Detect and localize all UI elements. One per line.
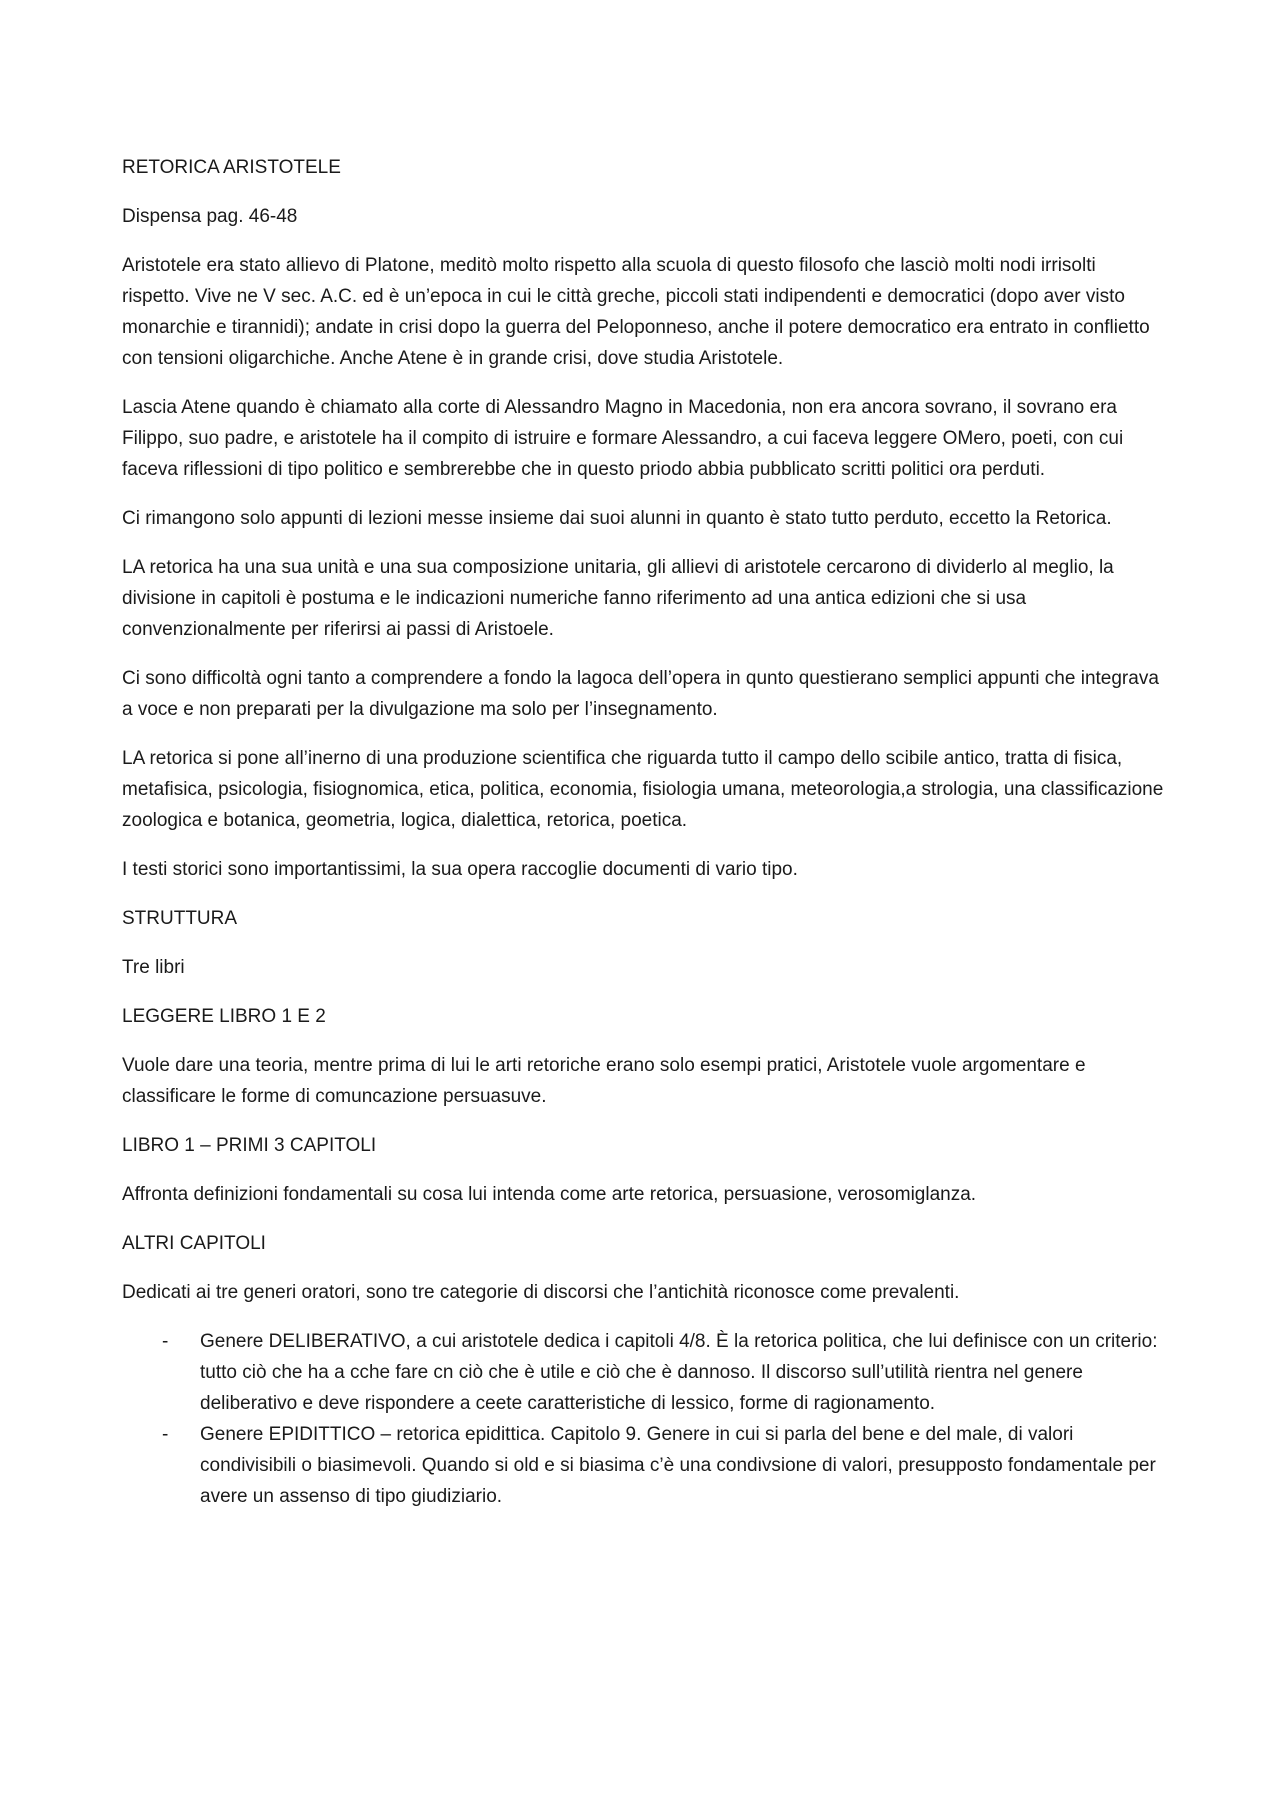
document-body	[122, 152, 1167, 1512]
bullet-list	[122, 1326, 1167, 1512]
paragraph-unita: LA retorica ha una sua unità e una sua composizione unitaria, gli allievi di aristotele cercarono di dividerlo al meglio, la divisione in capitoli è postuma e le indicazioni numeriche fanno riferimento ad una antica edizioni che si usa convenzionalmente per riferirsi ai passi di Aristoele.	[122, 557, 1114, 640]
paragraph-intro: Aristotele era stato allievo di Platone, meditò molto rispetto alla scuola di questo filosofo che lasciò molti nodi irrisolti rispetto. Vive ne V sec. A.C. ed è un’epoca in cui le città greche, piccoli stati indipendenti e democratici (dopo aver visto monarchie e tirannidi); andate in crisi dopo la guerra del Peloponneso, anche il potere democratico era entrato in conflietto con tensioni oligarchiche. Anche Atene è in grande crisi, dove studia Aristotele.	[122, 255, 1150, 369]
list-item	[122, 1419, 1167, 1512]
paragraph-teoria: Vuole dare una teoria, mentre prima di lui le arti retoriche erano solo esempi pratici, Aristotele vuole argomentare e classificare le forme di comuncazione persuasuve.	[122, 1055, 1086, 1107]
heading-struttura: STRUTTURA	[122, 908, 238, 929]
paragraph-testi-storici: I testi storici sono importantissimi, la sua opera raccoglie documenti di vario tipo.	[122, 859, 798, 880]
list-item	[122, 1326, 1167, 1419]
heading-altri-capitoli: ALTRI CAPITOLI	[122, 1233, 266, 1254]
bullet-marker: -	[162, 1424, 169, 1445]
heading-leggere: LEGGERE LIBRO 1 E 2	[122, 1006, 326, 1027]
paragraph-produzione: LA retorica si pone all’inerno di una produzione scientifica che riguarda tutto il campo dello scibile antico, tratta di fisica, metafisica, psicologia, fisiognomica, etica, politica, economia, fisiologia umana, meteorologia,a strologia, una classificazione zoologica e botanica, geometria, logica, dialettica, retorica, poetica.	[122, 748, 1164, 831]
paragraph-appunti: Ci rimangono solo appunti di lezioni messe insieme dai suoi alunni in quanto è stato tutto perduto, eccetto la Retorica.	[122, 508, 1112, 529]
document-subtitle: Dispensa pag. 46-48	[122, 206, 298, 227]
paragraph-libro1: Affronta definizioni fondamentali su cosa lui intenda come arte retorica, persuasione, verosomiglanza.	[122, 1184, 977, 1205]
text-tre-libri: Tre libri	[122, 957, 185, 978]
document-title: RETORICA ARISTOTELE	[122, 157, 341, 178]
paragraph-difficolta: Ci sono difficoltà ogni tanto a comprendere a fondo la lagoca dell’opera in qunto questierano semplici appunti che integrava a voce e non preparati per la divulgazione ma solo per l’insegnamento.	[122, 668, 1159, 720]
list-item-text: Genere DELIBERATIVO, a cui aristotele dedica i capitoli 4/8. È la retorica politica, che lui definisce con un criterio: tutto ciò che ha a cche fare cn ciò che è utile e ciò che è dannoso. Il discorso sull’utilità rientra nel genere deliberativo e deve rispondere a ceete caratteristiche di lessico, forme di ragionamento.	[200, 1331, 1158, 1414]
list-item-text: Genere EPIDITTICO – retorica epidittica. Capitolo 9. Genere in cui si parla del bene e del male, di valori condivisibili o biasimevoli. Quando si old e si biasima c’è una condivsione di valori, presupposto fondamentale per avere un assenso di tipo giudiziario.	[200, 1424, 1156, 1507]
paragraph-altri-capitoli: Dedicati ai tre generi oratori, sono tre categorie di discorsi che l’antichità riconosce come prevalenti.	[122, 1282, 960, 1303]
paragraph-macedonia: Lascia Atene quando è chiamato alla corte di Alessandro Magno in Macedonia, non era ancora sovrano, il sovrano era Filippo, suo padre, e aristotele ha il compito di istruire e formare Alessandro, a cui faceva leggere OMero, poeti, con cui faceva riflessioni di tipo politico e sembrerebbe che in questo priodo abbia pubblicato scritti politici ora perduti.	[122, 397, 1124, 480]
heading-libro1: LIBRO 1 – PRIMI 3 CAPITOLI	[122, 1135, 377, 1156]
bullet-marker: -	[162, 1331, 169, 1352]
